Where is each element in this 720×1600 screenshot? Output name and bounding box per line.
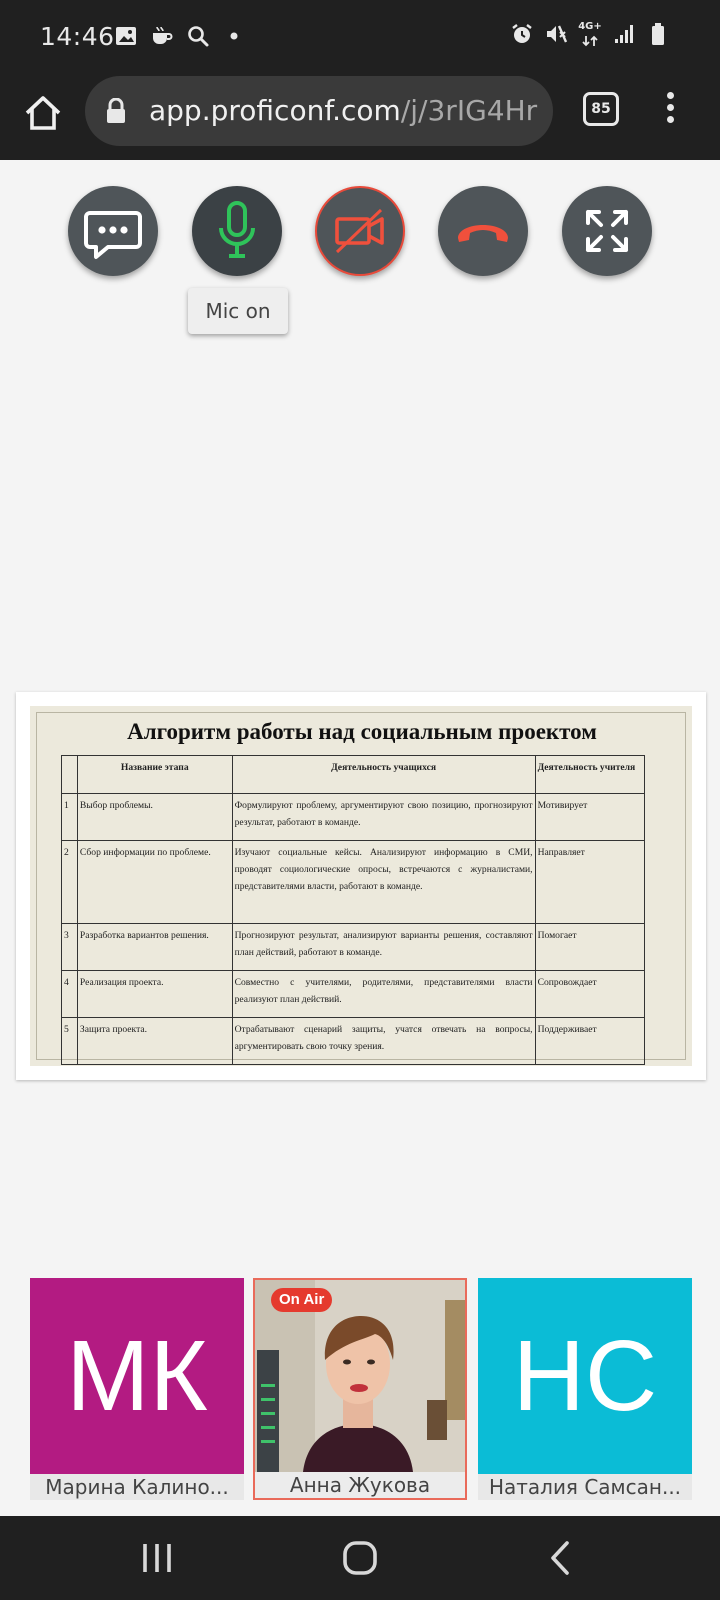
participant-name: Наталия Самсан...	[478, 1474, 692, 1500]
image-icon	[114, 24, 138, 48]
row-stage: Сбор информации по проблеме.	[77, 841, 232, 924]
hangup-icon	[438, 186, 528, 276]
network-4g-icon	[578, 22, 602, 46]
participant-tile-1[interactable]	[30, 1278, 244, 1500]
browser-toolbar	[0, 74, 720, 160]
status-bar	[0, 0, 720, 74]
header-stage: Название этапа	[77, 756, 232, 794]
microphone-icon	[192, 186, 282, 276]
coffee-icon	[150, 24, 174, 48]
slide-frame	[36, 712, 686, 1060]
row-teacher: Поддерживает	[535, 1018, 644, 1065]
row-students: Изучают социальные кейсы. Анализируют информацию в СМИ, проводят социологические опросы, встречаются с журналистами, представителями власти, работают в команде.	[232, 841, 535, 924]
row-stage: Защита проекта.	[77, 1018, 232, 1065]
row-students: Совместно с учителями, родителями, представителями власти реализуют план действий.	[232, 971, 535, 1018]
mic-tooltip: Mic on	[188, 288, 288, 334]
status-right-icons	[510, 22, 670, 46]
signal-icon	[612, 22, 636, 46]
back-icon[interactable]	[548, 1540, 572, 1576]
header-students: Деятельность учащихся	[232, 756, 535, 794]
row-num: 3	[62, 924, 78, 971]
row-num: 2	[62, 841, 78, 924]
search-icon	[186, 24, 210, 48]
url-text[interactable]	[149, 94, 545, 127]
table-row	[62, 924, 645, 971]
microphone-button[interactable]	[192, 186, 282, 276]
recents-icon[interactable]	[140, 1542, 174, 1574]
row-students: Отрабатывают сценарий защиты, учатся отвечать на вопросы, аргументировать свою точку зрения.	[232, 1018, 535, 1065]
row-teacher: Помогает	[535, 924, 644, 971]
on-air-badge: On Air	[271, 1288, 332, 1312]
row-students: Прогнозируют результат, анализируют варианты решения, составляют план действий, работают в команде.	[232, 924, 535, 971]
table-row	[62, 1018, 645, 1065]
status-left-icons	[114, 24, 246, 48]
chat-button[interactable]	[68, 186, 158, 276]
row-stage: Выбор проблемы.	[77, 794, 232, 841]
home-icon[interactable]	[22, 92, 64, 134]
algorithm-table	[61, 755, 645, 1065]
table-header	[62, 756, 645, 794]
address-bar[interactable]	[85, 76, 553, 146]
home-icon[interactable]	[342, 1540, 378, 1576]
participant-video	[255, 1280, 465, 1472]
participant-tile-3[interactable]	[478, 1278, 692, 1500]
fullscreen-button[interactable]	[562, 186, 652, 276]
participant-tile-2[interactable]	[253, 1278, 467, 1500]
fullscreen-icon	[562, 186, 652, 276]
chat-icon	[68, 186, 158, 276]
overflow-menu-icon[interactable]	[660, 92, 680, 128]
header-num	[62, 756, 78, 794]
lock-icon	[105, 98, 127, 124]
row-teacher: Направляет	[535, 841, 644, 924]
status-time: 14:46	[40, 22, 115, 51]
battery-icon	[646, 22, 670, 46]
participant-name: Анна Жукова	[255, 1472, 465, 1498]
network-label: 4G+	[578, 21, 602, 32]
shared-presentation	[16, 692, 706, 1080]
table-row	[62, 841, 645, 924]
slide	[30, 706, 692, 1066]
hangup-button[interactable]	[438, 186, 528, 276]
row-teacher: Сопровождает	[535, 971, 644, 1018]
table-row	[62, 971, 645, 1018]
header-teacher: Деятельность учителя	[535, 756, 644, 794]
avatar: НС	[478, 1278, 692, 1474]
camera-off-icon	[317, 188, 403, 274]
participant-name: Марина Калино...	[30, 1474, 244, 1500]
row-num: 4	[62, 971, 78, 1018]
alarm-icon	[510, 22, 534, 46]
row-stage: Реализация проекта.	[77, 971, 232, 1018]
row-num: 5	[62, 1018, 78, 1065]
row-students: Формулируют проблему, аргументируют свою позицию, прогнозируют результат, работают в команде.	[232, 794, 535, 841]
tab-switcher-button[interactable]: 85	[583, 92, 619, 126]
camera-button[interactable]	[315, 186, 405, 276]
row-stage: Разработка вариантов решения.	[77, 924, 232, 971]
dot-icon	[222, 24, 246, 48]
system-nav-bar	[0, 1516, 720, 1600]
slide-title: Алгоритм работы над социальным проектом	[127, 719, 597, 744]
mute-icon	[544, 22, 568, 46]
table-row	[62, 794, 645, 841]
url-host: app.proficonf.com	[149, 94, 401, 127]
row-teacher: Мотивирует	[535, 794, 644, 841]
avatar: МК	[30, 1278, 244, 1474]
row-num: 1	[62, 794, 78, 841]
url-path: /j/3rIG4Hr	[400, 94, 538, 127]
